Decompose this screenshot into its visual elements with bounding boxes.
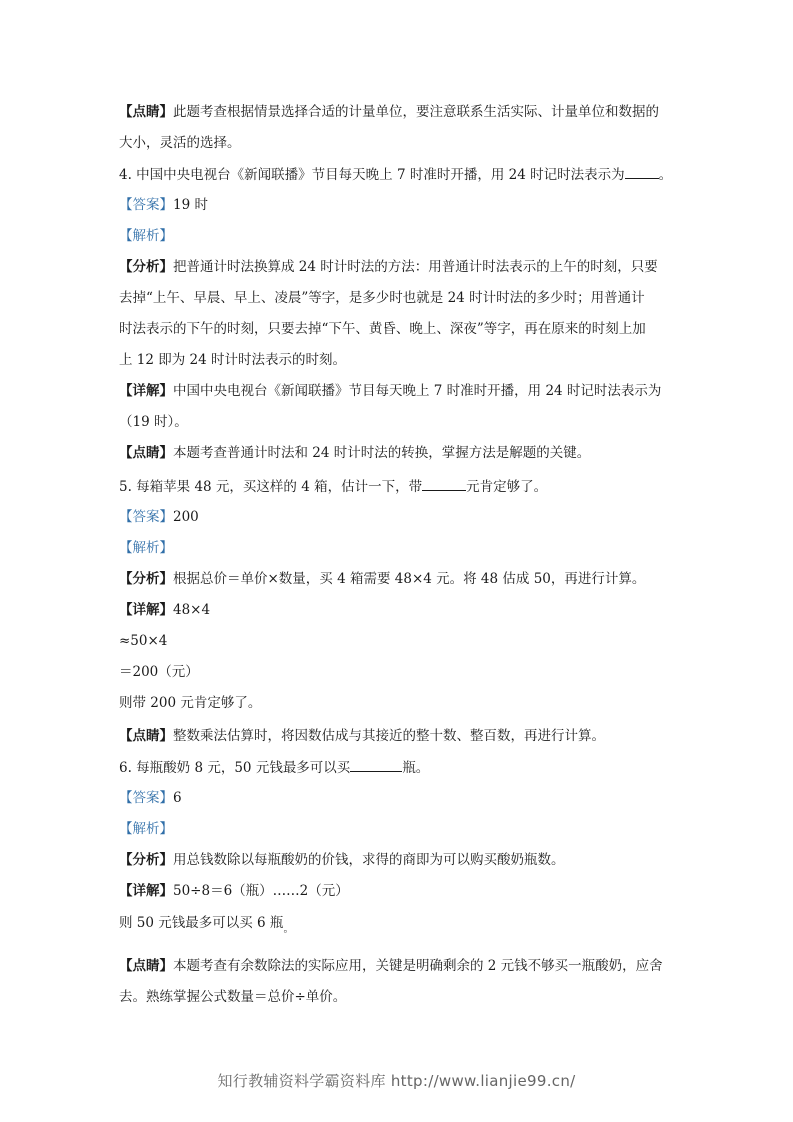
dianjing-text: 整数乘法估算时，将因数估成与其接近的整十数、整百数，再进行计算。 xyxy=(173,728,605,744)
answer-blank xyxy=(422,477,466,491)
q5-xiangjie-line-4 xyxy=(119,694,679,712)
fenxi-text: 用总钱数除以每瓶酸奶的价钱，求得的商即为可以购买酸奶瓶数。 xyxy=(173,852,565,868)
xiangjie-text: 则 50 元钱最多可以买 6 瓶 xyxy=(119,915,284,931)
footer-watermark: 知行教辅资料学霸资料库 http://www.lianjie99.cn/ xyxy=(217,1072,576,1090)
dianjing-text: 本题考查普通计时法和 24 时计时法的转换，掌握方法是解题的关键。 xyxy=(173,445,591,461)
xiangjie-tag: 【详解】 xyxy=(119,602,173,618)
question-text-end: 。 xyxy=(658,167,673,183)
xiangjie-text: （19 时）。 xyxy=(119,414,188,430)
q4-fenxi-line-4 xyxy=(119,351,679,369)
answer-blank xyxy=(625,165,659,179)
q5-xiangjie-line-3 xyxy=(119,663,679,681)
fenxi-text: 时法表示的下午的时刻，只要去掉“下午、黄昏、晚上、深夜”等字，再在原来的时刻上加 xyxy=(119,321,646,337)
q5-xiangjie-line-1 xyxy=(119,601,679,619)
dianjing-tag: 【点睛】 xyxy=(119,958,173,974)
question-text: 6. 每瓶酸奶 8 元，50 元钱最多可以买 xyxy=(119,760,351,776)
q6-answer xyxy=(119,789,679,807)
q4-fenxi-line-3 xyxy=(119,320,679,338)
analysis-tag: 【解析】 xyxy=(119,540,173,556)
question-text-end: 瓶。 xyxy=(402,760,430,776)
dianjing-text: 此题考查根据情景选择合适的计量单位，要注意联系生活实际、计量单位和数据的 xyxy=(173,104,659,120)
answer-value: 200 xyxy=(173,509,199,525)
answer-value: 19 时 xyxy=(173,197,208,213)
question-4 xyxy=(119,165,679,184)
dianjing-text: 本题考查有余数除法的实际应用，关键是明确剩余的 2 元钱不够买一瓶酸奶，应舍 xyxy=(173,958,663,974)
answer-tag: 【答案】 xyxy=(119,509,173,525)
q6-fenxi xyxy=(119,851,679,869)
question-text: 4. 中国中央电视台《新闻联播》节目每天晚上 7 时准时开播，用 24 时记时法表示为 xyxy=(119,167,625,183)
dianjing-text: 去。熟练掌握公式数量＝总价÷单价。 xyxy=(119,989,347,1005)
dianjing-text: 大小，灵活的选择。 xyxy=(119,135,241,151)
q5-xiangjie-line-2 xyxy=(119,632,679,650)
question-6 xyxy=(119,758,679,777)
xiangjie-text: ＝200（元） xyxy=(119,664,199,680)
q5-dianjing xyxy=(119,727,679,745)
analysis-tag: 【解析】 xyxy=(119,821,173,837)
question-text-end: 元肯定够了。 xyxy=(466,479,548,495)
q5-analysis-heading xyxy=(119,539,679,557)
dianjing-tag: 【点睛】 xyxy=(119,445,173,461)
q4-xiangjie-line-2 xyxy=(119,413,679,431)
q6-dianjing-line-2 xyxy=(119,988,679,1006)
q4-xiangjie-line-1 xyxy=(119,382,679,400)
analysis-tag: 【解析】 xyxy=(119,228,173,244)
q6-xiangjie-line-1 xyxy=(119,882,679,900)
fenxi-text: 去掉“上午、早晨、早上、凌晨”等字，是多少时也就是 24 时计时法的多少时；用普通计 xyxy=(119,290,645,306)
dianjing-tag: 【点睛】 xyxy=(119,104,173,120)
xiangjie-text: 中国中央电视台《新闻联播》节目每天晚上 7 时准时开播，用 24 时记时法表示为 xyxy=(173,383,662,399)
xiangjie-tag: 【详解】 xyxy=(119,383,173,399)
q5-answer xyxy=(119,508,679,526)
question-5 xyxy=(119,477,679,496)
fenxi-text: 上 12 即为 24 时计时法表示的时刻。 xyxy=(119,352,347,368)
fenxi-text: 把普通计时法换算成 24 时计时法的方法：用普通计时法表示的上午的时刻，只要 xyxy=(173,259,658,275)
q3-dianjing-line-1 xyxy=(119,103,679,121)
fenxi-tag: 【分析】 xyxy=(119,852,173,868)
xiangjie-text: ≈50×4 xyxy=(119,633,168,649)
q6-dianjing-line-1 xyxy=(119,957,679,975)
q6-xiangjie-line-2 xyxy=(119,914,679,934)
dianjing-tag: 【点睛】 xyxy=(119,728,173,744)
xiangjie-text: 50÷8＝6（瓶）……2（元） xyxy=(173,883,349,899)
question-text: 5. 每箱苹果 48 元，买这样的 4 箱，估计一下，带 xyxy=(119,479,423,495)
q4-fenxi-line-1 xyxy=(119,258,679,276)
q4-dianjing xyxy=(119,444,679,462)
fenxi-tag: 【分析】 xyxy=(119,571,173,587)
xiangjie-text: 48×4 xyxy=(173,602,211,618)
q6-analysis-heading xyxy=(119,820,679,838)
fenxi-tag: 【分析】 xyxy=(119,259,173,275)
q4-fenxi-line-2 xyxy=(119,289,679,307)
q4-answer xyxy=(119,196,679,214)
xiangjie-text-end: 。 xyxy=(283,924,294,935)
xiangjie-text: 则带 200 元肯定够了。 xyxy=(119,695,262,711)
xiangjie-tag: 【详解】 xyxy=(119,883,173,899)
fenxi-text: 根据总价＝单价×数量，买 4 箱需要 48×4 元。将 48 估成 50，再进行计算。 xyxy=(173,571,646,587)
answer-blank xyxy=(350,758,402,772)
answer-value: 6 xyxy=(173,790,182,806)
answer-tag: 【答案】 xyxy=(119,790,173,806)
q4-analysis-heading xyxy=(119,227,679,245)
q3-dianjing-line-2 xyxy=(119,134,679,152)
q5-fenxi xyxy=(119,570,679,588)
answer-tag: 【答案】 xyxy=(119,197,173,213)
